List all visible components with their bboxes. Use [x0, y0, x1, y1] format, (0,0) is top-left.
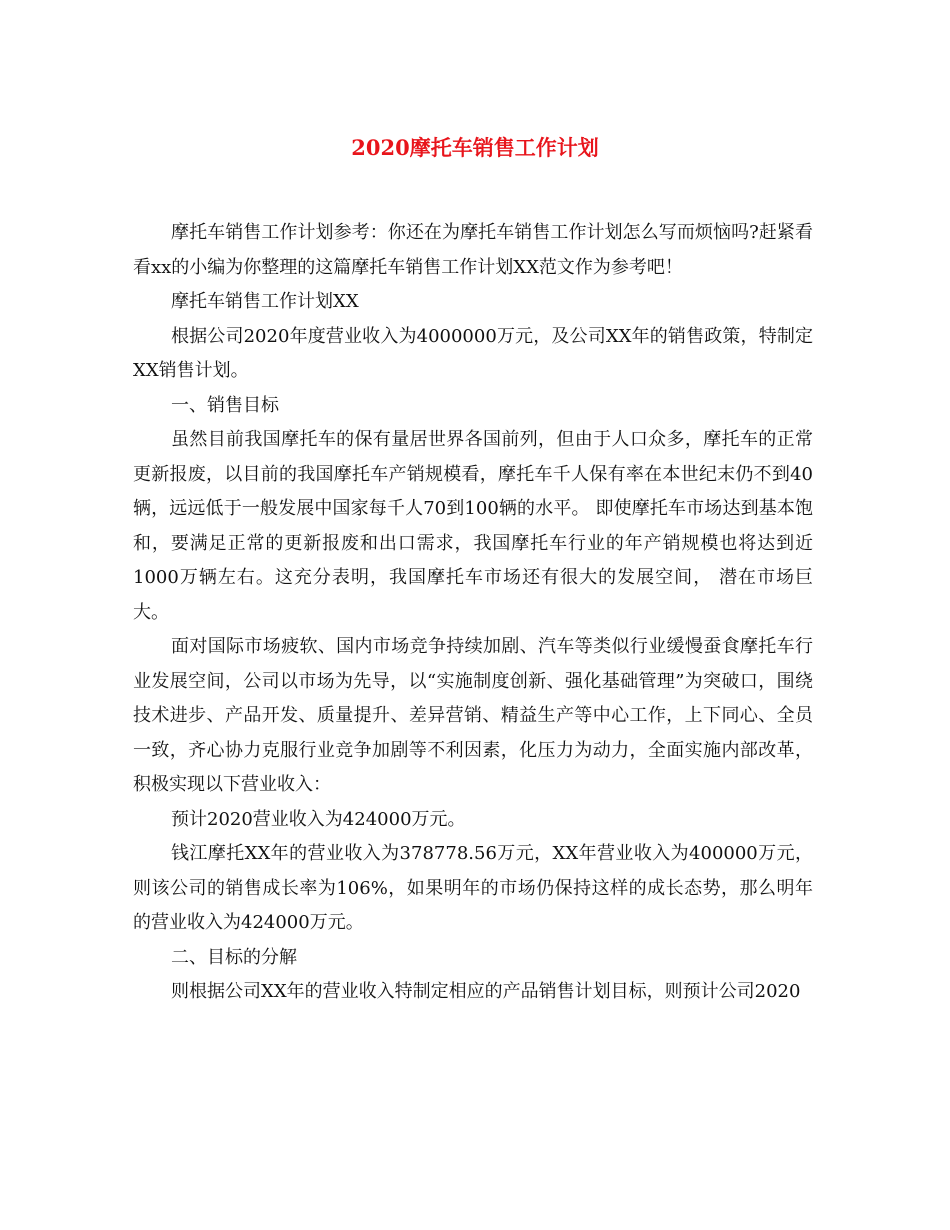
- paragraph-strategy: 面对国际市场疲软、国内市场竞争持续加剧、汽车等类似行业缓慢蚕食摩托车行业发展空间，公司以市场为先导，以“实施制度创新、强化基础管理”为突破口，围绕技术进步、产品开发、质量提升、差异营销、精益生产等中心工作，上下同心、全员一致，齐心协力克服行业竞争加剧等不利因素，化压力为动力，全面实施内部改革，积极实现以下营业收入：: [133, 636, 813, 795]
- paragraph-intro: 摩托车销售工作计划参考：你还在为摩托车销售工作计划怎么写而烦恼吗?赶紧看看xx的小编为你整理的这篇摩托车销售工作计划XX范文作为参考吧！: [133, 222, 813, 278]
- paragraph-market-status: 虽然目前我国摩托车的保有量居世界各国前列，但由于人口众多，摩托车的正常更新报废，以目前的我国摩托车产销规模看，摩托车千人保有率在本世纪末仍不到40辆，远远低于一般发展中国家每千人70到100辆的水平。 即使摩托车市场达到基本饱和，要满足正常的更新报废和出口需求，我国摩托车行业的年产销规模也将达到近1000万辆左右。这充分表明，我国摩托车市场还有很大的发展空间， 潜在市场巨大。: [133, 429, 813, 623]
- paragraph-forecast: 预计2020营业收入为424000万元。: [171, 808, 466, 830]
- document-body: [133, 216, 813, 1010]
- paragraph-basis: 根据公司2020年度营业收入为4000000万元，及公司XX年的销售政策，特制定XX销售计划。: [133, 325, 813, 381]
- section-heading-sales-target: 一、销售目标: [171, 394, 279, 416]
- section-heading-target-breakdown: 二、目标的分解: [171, 946, 297, 968]
- document-title: 2020摩托车销售工作计划: [351, 135, 599, 160]
- paragraph-breakdown: 则根据公司XX年的营业收入特制定相应的产品销售计划目标，则预计公司2020: [171, 981, 801, 1002]
- paragraph-growth: 钱江摩托XX年的营业收入为378778.56万元，XX年营业收入为400000万元，则该公司的销售成长率为106%，如果明年的市场仍保持这样的成长态势，那么明年的营业收入为424000万元。: [133, 843, 813, 933]
- paragraph-subtitle: 摩托车销售工作计划XX: [171, 291, 359, 312]
